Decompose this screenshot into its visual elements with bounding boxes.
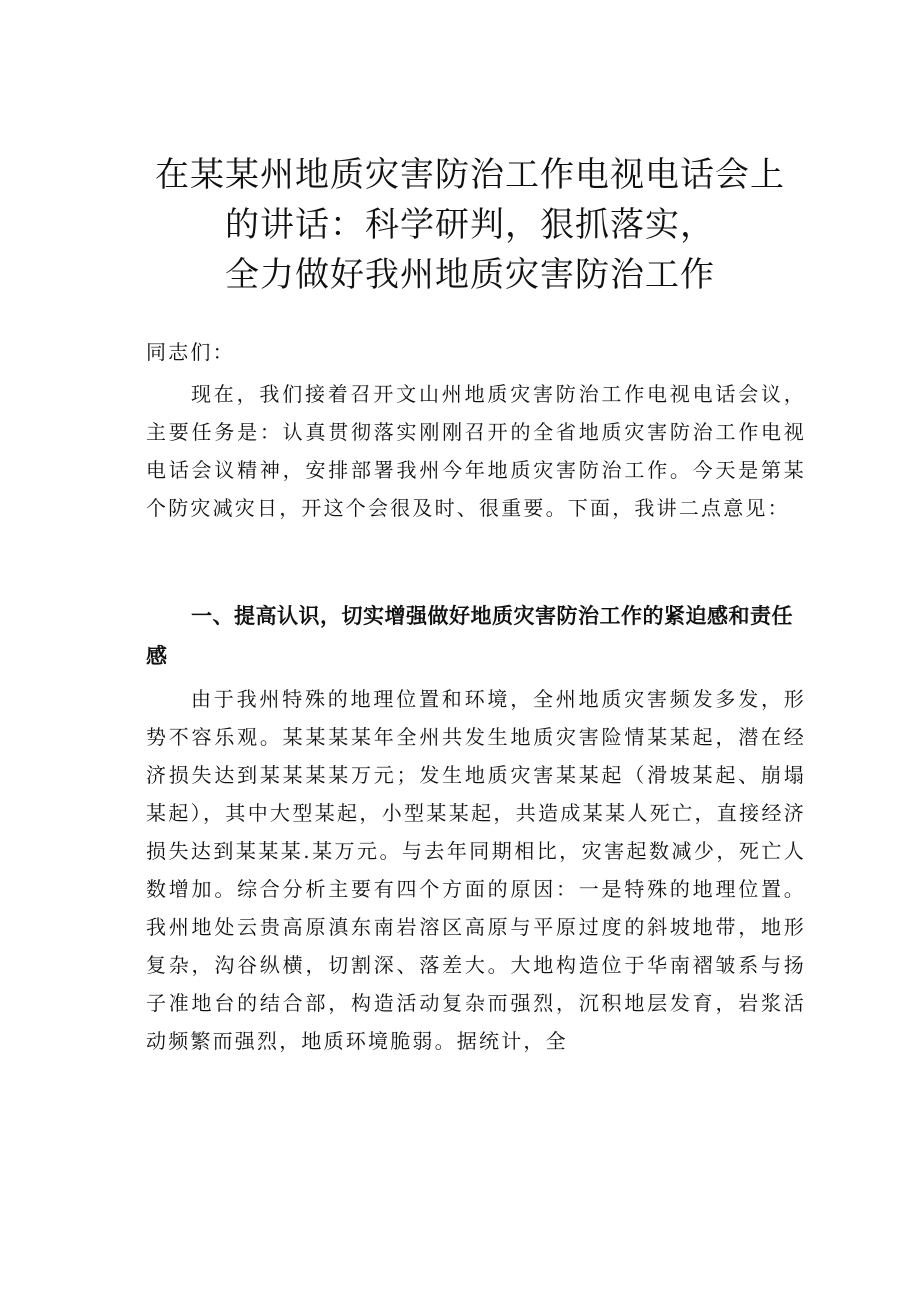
paragraph-intro: 现在，我们接着召开文山州地质灾害防治工作电视电话会议，主要任务是：认真贯彻落实刚刚召开的全省地质灾害防治工作电视电话会议精神，安排部署我州今年地质灾害防治工作。今天是第某个防灾减灾日，开这个会很及时、很重要。下面，我讲二点意见： bbox=[146, 382, 806, 520]
document-title bbox=[100, 150, 840, 300]
salutation: 同志们： bbox=[146, 340, 235, 364]
section-heading-1: 一、提高认识，切实增强做好地质灾害防治工作的紧迫感和责任感 bbox=[146, 604, 793, 668]
title-line-2: 的讲话：科学研判，狠抓落实， bbox=[225, 205, 715, 245]
title-line-1: 在某某州地质灾害防治工作电视电话会上 bbox=[155, 155, 785, 195]
paragraph-section-1: 由于我州特殊的地理位置和环境，全州地质灾害频发多发，形势不容乐观。某某某某年全州共发生地质灾害险情某某起，潜在经济损失达到某某某某万元；发生地质灾害某某起（滑坡某起、崩塌某起），其中大型某起，小型某某起，共造成某某人死亡，直接经济损失达到某某某.某万元。与去年同期相比，灾害起数减少，死亡人数增加。综合分析主要有四个方面的原因：一是特殊的地理位置。我州地处云贵高原滇东南岩溶区高原与平原过度的斜坡地带，地形复杂，沟谷纵横，切割深、落差大。大地构造位于华南褶皱系与扬子准地台的结合部，构造活动复杂而强烈，沉积地层发育，岩浆活动频繁而强烈，地质环境脆弱。据统计，全 bbox=[146, 687, 806, 1053]
title-line-3: 全力做好我州地质灾害防治工作 bbox=[225, 255, 715, 295]
